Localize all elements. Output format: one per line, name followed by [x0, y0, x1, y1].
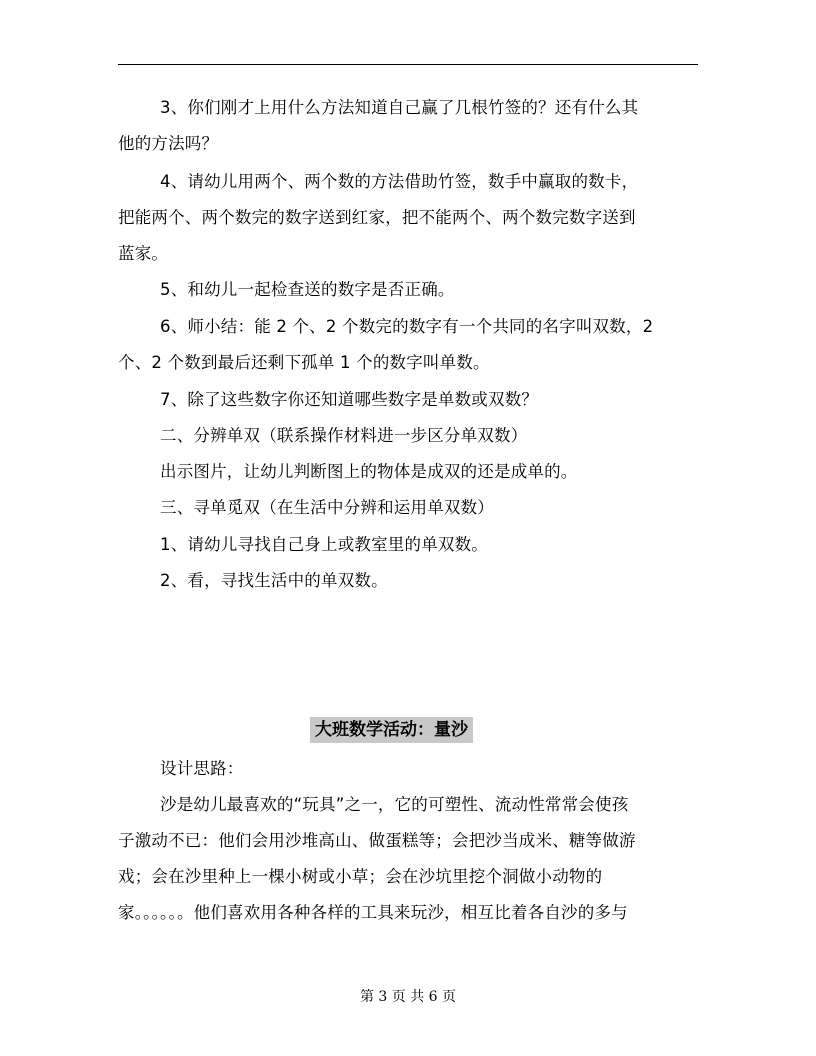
paragraph-line: 戏；会在沙里种上一棵小树或小草；会在沙坑里挖个洞做小动物的: [118, 867, 603, 886]
paragraph-line: 2、看，寻找生活中的单双数。: [160, 571, 388, 590]
paragraph-line: 家。。。。。。他们喜欢用各种各样的工具来玩沙，相互比着各自沙的多与: [118, 903, 628, 922]
section-title: 大班数学活动：量沙: [310, 717, 473, 743]
paragraph-line: 把能两个、两个数完的数字送到红家，把不能两个、两个数完数字送到: [118, 208, 636, 227]
paragraph-line: 4、请幼儿用两个、两个数的方法借助竹签，数手中赢取的数卡，: [160, 172, 639, 191]
paragraph-line: 个、2 个数到最后还剩下孤单 1 个的数字叫单数。: [118, 353, 490, 372]
paragraph-line: 二、分辨单双（联系操作材料进一步区分单双数）: [160, 426, 528, 445]
paragraph-line: 三、寻单觅双（在生活中分辨和运用单双数）: [160, 498, 494, 517]
paragraph-line: 5、和幼儿一起检查送的数字是否正确。: [160, 280, 455, 299]
paragraph-line: 7、除了这些数字你还知道哪些数字是单数或双数？: [160, 390, 539, 409]
paragraph-line: 出示图片，让幼儿判断图上的物体是成双的还是成单的。: [160, 462, 578, 481]
paragraph-line: 3、你们刚才上用什么方法知道自己赢了几根竹签的？还有什么其: [160, 98, 639, 117]
page-footer: 第 3 页 共 6 页: [359, 989, 457, 1005]
paragraph-line: 设计思路：: [160, 759, 244, 778]
paragraph-line: 沙是幼儿最喜欢的“玩具”之一，它的可塑性、流动性常常会使孩: [160, 795, 629, 814]
paragraph-line: 他的方法吗？: [118, 134, 219, 153]
paragraph-line: 1、请幼儿寻找自己身上或教室里的单双数。: [160, 535, 488, 554]
paragraph-line: 子激动不已：他们会用沙堆高山、做蛋糕等；会把沙当成米、糖等做游: [118, 831, 636, 850]
paragraph-line: 蓝家。: [118, 244, 169, 263]
header-rule: [118, 64, 698, 65]
paragraph-line: 6、师小结：能 2 个、2 个数完的数字有一个共同的名字叫双数，2: [160, 317, 654, 336]
